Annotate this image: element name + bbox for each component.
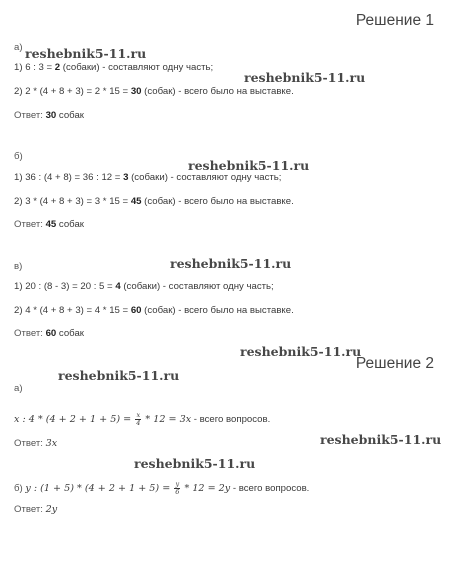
part-c-label: в) [14,261,23,272]
step-text: 1) 6 : 3 = [14,62,55,73]
answer-label: Ответ: [14,110,46,121]
part-a-label: а) [14,42,23,53]
equation-comment: - всего вопросов. [230,483,310,495]
answer-label: Ответ: [14,438,46,449]
fraction-numerator: x [136,411,141,419]
step-result: 3 [123,172,129,183]
step-text: (собак) - всего было на выставке. [141,196,294,207]
part-a2-label: а) [14,383,23,394]
part-b-answer [14,219,84,230]
part-b-step-2 [14,196,294,207]
watermark: reshebnik5-11.ru [134,456,256,471]
watermark: reshebnik5-11.ru [58,368,180,383]
part-a2-equation [14,412,270,427]
watermark: reshebnik5-11.ru [25,46,147,61]
step-result: 30 [130,86,142,97]
step-result: 45 [130,196,142,207]
part-a-step-1 [14,62,213,73]
step-text: 1) 20 : (8 - 3) = 20 : 5 = [14,281,116,292]
step-text: 2) 4 * (4 + 8 + 3) = 4 * 15 = [14,305,131,316]
part-c-answer [14,328,84,339]
step-text: 2) 3 * (4 + 8 + 3) = 3 * 15 = [14,196,131,207]
step-text: (собак) - всего было на выставке. [141,305,294,316]
answer-label: Ответ: [14,504,46,515]
answer-value: 60 [45,328,57,339]
step-result: 60 [130,305,142,316]
equation-right: * 12 = 2y [181,483,231,495]
answer-value: 2y [45,504,58,515]
watermark: reshebnik5-11.ru [244,70,366,85]
step-text: (собаки) - составляют одну часть; [128,172,282,183]
answer-label: Ответ: [14,219,46,230]
watermark: reshebnik5-11.ru [170,256,292,271]
part-c-step-1 [14,281,274,292]
watermark: reshebnik5-11.ru [188,158,310,173]
answer-value: 3x [45,438,58,449]
fraction [174,481,180,496]
watermark: reshebnik5-11.ru [240,344,362,359]
step-text: (собаки) - составляют одну часть; [60,62,214,73]
part-a2-answer [14,438,57,449]
answer-value: 30 [45,110,57,121]
fraction-denominator: 4 [136,419,141,427]
solution-1-heading: Решение 1 [355,12,434,29]
fraction-denominator: 6 [175,488,180,496]
step-result: 4 [115,281,121,292]
part-a-step-2 [14,86,294,97]
step-text: (собаки) - составляют одну часть; [120,281,274,292]
answer-value: 45 [45,219,57,230]
step-text: (собак) - всего было на выставке. [141,86,294,97]
answer-unit: собак [56,219,84,230]
equation-right: * 12 = 3x [142,414,192,426]
answer-unit: собак [56,110,84,121]
step-text: 1) 36 : (4 + 8) = 36 : 12 = [14,172,124,183]
equation-comment: - всего вопросов. [191,414,271,426]
step-result: 2 [54,62,61,73]
part-a-answer [14,110,84,121]
answer-unit: собак [56,328,84,339]
answer-label: Ответ: [14,328,46,339]
part-b2-label: б) [14,483,26,495]
equation-left: y : (1 + 5) * (4 + 2 + 1 + 5) = [25,483,174,495]
part-b-step-1 [14,172,281,183]
watermark: reshebnik5-11.ru [320,432,442,447]
solution-2-heading: Решение 2 [355,355,434,372]
part-c-step-2 [14,305,294,316]
fraction [135,412,141,427]
part-b2-equation [14,481,309,496]
fraction-numerator: y [175,480,180,488]
part-b-label: б) [14,151,23,162]
part-b2-answer [14,504,57,515]
equation-left: x : 4 * (4 + 2 + 1 + 5) = [14,414,135,426]
step-text: 2) 2 * (4 + 8 + 3) = 2 * 15 = [14,86,131,97]
